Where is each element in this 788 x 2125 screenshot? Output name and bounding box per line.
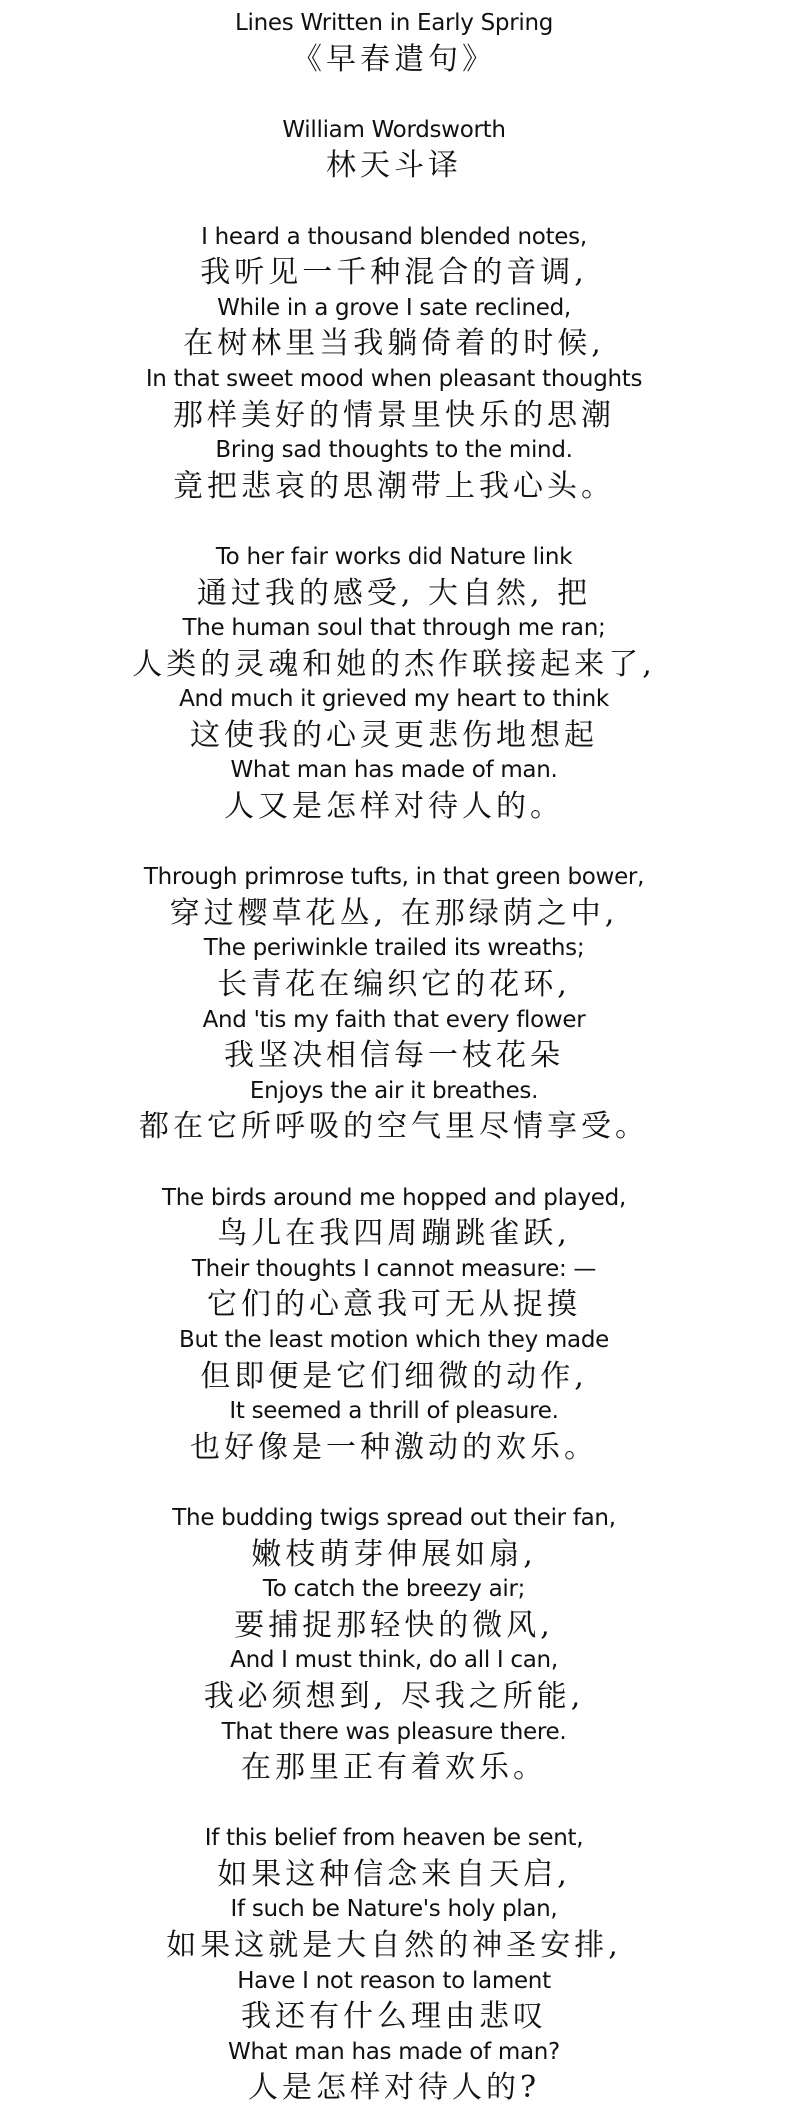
stanza-5-line-1-english: The budding twigs spread out their fan, xyxy=(172,1504,616,1531)
stanza-5-line-4-english: That there was pleasure there. xyxy=(221,1718,567,1745)
spacer xyxy=(0,825,788,861)
stanza-6 xyxy=(0,1821,788,2106)
spacer xyxy=(0,504,788,540)
stanza-3-line-4-chinese: 都在它所呼吸的空气里尽情享受。 xyxy=(139,1109,649,1145)
spacer xyxy=(0,1145,788,1181)
stanza-5 xyxy=(0,1501,788,1786)
stanza-2-line-3-chinese: 这使我的心灵更悲伤地想起 xyxy=(190,717,598,753)
stanza-6-line-4-english: What man has made of man? xyxy=(228,2038,560,2065)
stanza-4-line-1-chinese: 鸟儿在我四周蹦跳雀跃, xyxy=(217,1216,571,1252)
stanza-1 xyxy=(0,220,788,505)
stanza-6-line-1-english: If this belief from heaven be sent, xyxy=(204,1825,584,1852)
stanza-5-line-2-english: To catch the breezy air; xyxy=(262,1576,526,1603)
stanza-3-line-2-chinese: 长青花在编织它的花环, xyxy=(217,967,571,1003)
stanza-5-line-2-chinese: 要捕捉那轻快的微风, xyxy=(234,1607,554,1643)
stanza-3 xyxy=(0,860,788,1145)
spacer xyxy=(0,184,788,220)
stanza-6-line-4-chinese: 人是怎样对待人的? xyxy=(247,2070,541,2106)
stanza-6-line-2-chinese: 如果这就是大自然的神圣安排, xyxy=(166,1928,622,1964)
poem xyxy=(0,6,788,2106)
stanza-4-line-4-english: It seemed a thrill of pleasure. xyxy=(229,1398,559,1425)
stanza-4-line-4-chinese: 也好像是一种激动的欢乐。 xyxy=(190,1429,598,1465)
stanza-5-line-3-chinese: 我必须想到, 尽我之所能, xyxy=(203,1678,585,1714)
stanza-6-line-3-english: Have I not reason to lament xyxy=(237,1967,551,1994)
stanza-3-line-1-english: Through primrose tufts, in that green bower, xyxy=(143,864,645,891)
stanza-4-line-2-english: Their thoughts I cannot measure: — xyxy=(191,1255,597,1282)
title-english: Lines Written in Early Spring xyxy=(234,10,554,36)
stanza-3-line-3-english: And 'tis my faith that every flower xyxy=(202,1006,586,1033)
stanza-3-line-3-chinese: 我坚决相信每一枝花朵 xyxy=(224,1038,564,1074)
stanza-1-line-4-chinese: 竟把悲哀的思潮带上我心头。 xyxy=(173,468,615,504)
stanza-4-line-3-english: But the least motion which they made xyxy=(179,1326,609,1353)
stanza-4-line-3-chinese: 但即便是它们细微的动作, xyxy=(200,1358,588,1394)
stanza-6-line-1-chinese: 如果这种信念来自天启, xyxy=(217,1856,571,1892)
stanza-5-line-4-chinese: 在那里正有着欢乐。 xyxy=(241,1750,547,1786)
spacer xyxy=(0,1786,788,1822)
stanza-2-line-1-chinese: 通过我的感受, 大自然, 把 xyxy=(196,575,592,611)
stanza-5-line-3-english: And I must think, do all I can, xyxy=(230,1647,558,1674)
stanza-1-line-3-chinese: 那样美好的情景里快乐的思潮 xyxy=(173,397,615,433)
stanza-1-line-2-english: While in a grove I sate reclined, xyxy=(217,294,571,321)
spacer xyxy=(0,77,788,113)
stanza-3-line-1-chinese: 穿过樱草花丛, 在那绿荫之中, xyxy=(169,895,619,931)
stanza-1-line-4-english: Bring sad thoughts to the mind. xyxy=(215,437,573,464)
stanza-4-line-1-english: The birds around me hopped and played, xyxy=(162,1184,626,1211)
stanza-3-line-2-english: The periwinkle trailed its wreaths; xyxy=(203,935,585,962)
stanza-2-line-2-chinese: 人类的灵魂和她的杰作联接起来了, xyxy=(132,646,656,682)
title-chinese: 《早春遣句》 xyxy=(292,41,496,77)
stanza-2 xyxy=(0,540,788,825)
stanza-2-line-3-english: And much it grieved my heart to think xyxy=(179,686,609,713)
stanza-2-line-1-english: To her fair works did Nature link xyxy=(215,543,573,570)
stanza-4 xyxy=(0,1181,788,1466)
stanza-5-line-1-chinese: 嫩枝萌芽伸展如扇, xyxy=(251,1536,537,1572)
stanza-2-line-4-chinese: 人又是怎样对待人的。 xyxy=(224,789,564,825)
stanza-3-line-4-english: Enjoys the air it breathes. xyxy=(249,1077,539,1104)
author-english: William Wordsworth xyxy=(282,116,506,143)
stanza-2-line-4-english: What man has made of man. xyxy=(230,757,558,784)
poem-header xyxy=(0,6,788,184)
stanza-4-line-2-chinese: 它们的心意我可无从捉摸 xyxy=(207,1287,581,1323)
spacer xyxy=(0,1465,788,1501)
stanza-2-line-2-english: The human soul that through me ran; xyxy=(182,615,606,642)
stanza-1-line-1-english: I heard a thousand blended notes, xyxy=(201,223,587,250)
stanza-1-line-1-chinese: 我听见一千种混合的音调, xyxy=(200,255,588,291)
translator-chinese: 林天斗译 xyxy=(326,148,462,184)
stanza-1-line-3-english: In that sweet mood when pleasant thoughts xyxy=(145,365,643,392)
stanza-6-line-3-chinese: 我还有什么理由悲叹 xyxy=(241,1999,547,2035)
stanza-1-line-2-chinese: 在树林里当我躺倚着的时候, xyxy=(183,326,605,362)
stanza-6-line-2-english: If such be Nature's holy plan, xyxy=(230,1896,558,1923)
